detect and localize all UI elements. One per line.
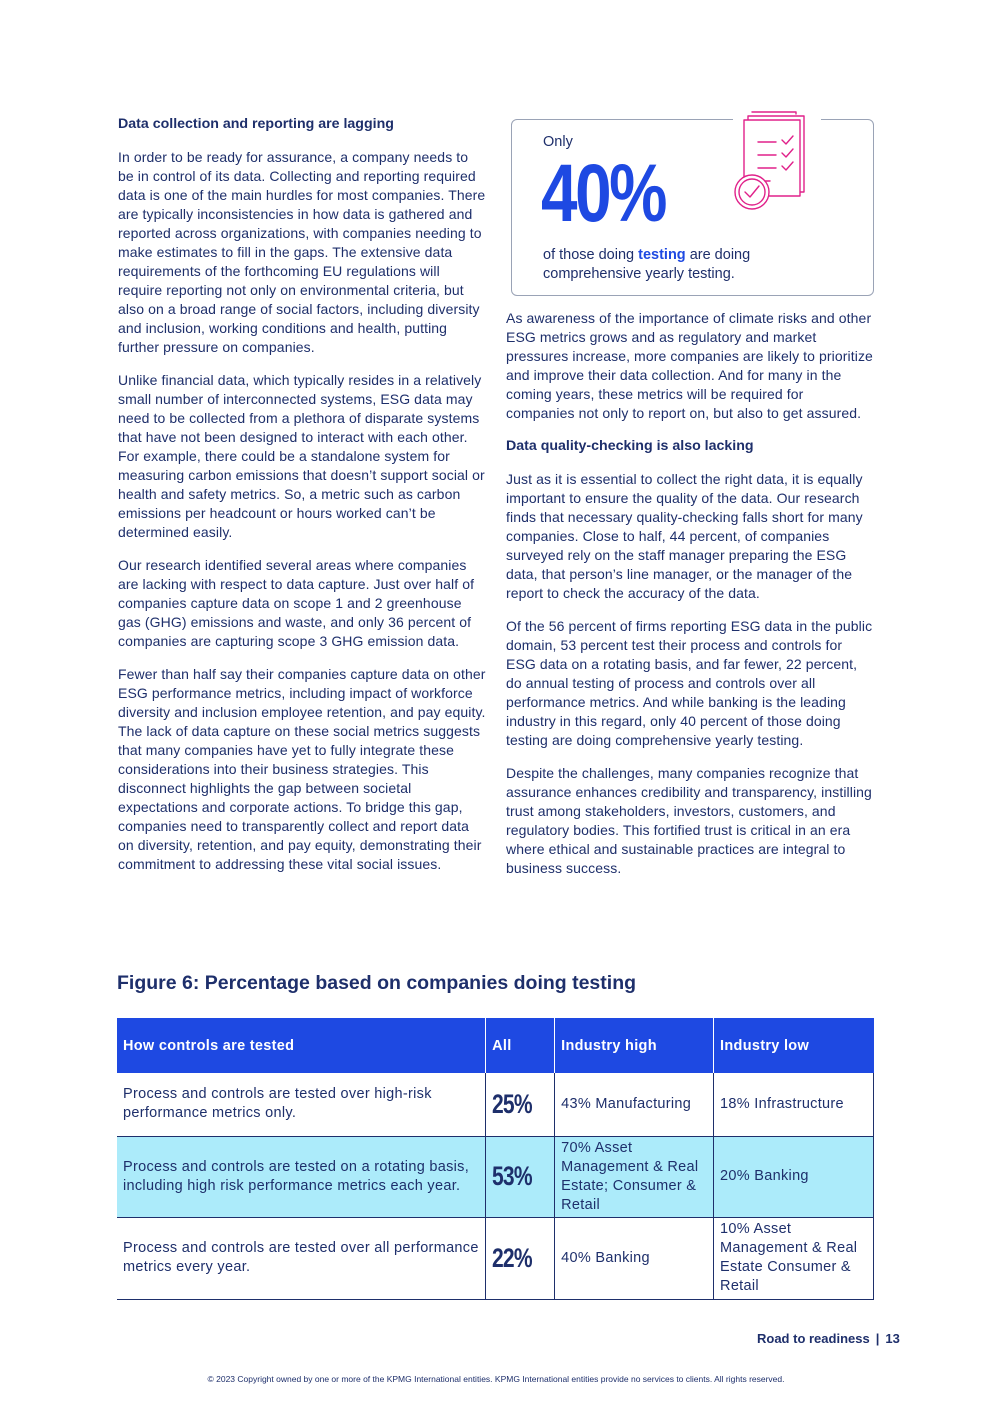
column-header: How controls are tested xyxy=(117,1018,486,1073)
industry-high-cell: 70% Asset Management & Real Estate; Consumer & Retail xyxy=(555,1136,714,1217)
copyright-notice: © 2023 Copyright owned by one or more of the KPMG International entities. KPMG International entities provide no services to clients. All rights reserved. xyxy=(207,1374,785,1384)
stat-callout xyxy=(511,119,874,296)
paragraph: Our research identified several areas where companies are lacking with respect to data capture. Just over half of companies capture data on scope 1 and 2 greenhouse gas (GHG) emissions and waste, and only 36 percent of companies are capturing scope 3 GHG emission data. xyxy=(118,557,475,649)
paragraph: In order to be ready for assurance, a company needs to be in control of its data. Collecting and reporting required data is one of the main hurdles for most companies. There are typically inconsistencies in how data is gathered and reported across organizations, with companies needing to make estimates to fill in the gaps. The extensive data requirements of the forthcoming EU regulations will require reporting not only on environmental criteria, but also on a broad range of social factors, including diversity and inclusion, working conditions and health, putting further pressure on companies. xyxy=(118,149,486,355)
paragraph: Just as it is essential to collect the right data, it is equally important to ensure the quality of the data. Our research finds that necessary quality-checking falls short for many companies. Close to half, 44 percent, of companies surveyed rely on the staff manager preparing the ESG data, that person’s line manager, or the manager of the report to check the accuracy of the data. xyxy=(506,471,863,601)
page-number: 13 xyxy=(885,1331,900,1346)
section-heading-data-collection: Data collection and reporting are lagging xyxy=(118,116,394,132)
callout-stat: 40% xyxy=(541,148,666,239)
callout-highlight: testing xyxy=(638,247,686,263)
paragraph: As awareness of the importance of climate risks and other ESG metrics grows and as regulatory and market pressures increase, more companies are likely to prioritize and improve their data collection. And for many in the coming years, these metrics will be required for companies not only to report on, but also to get assured. xyxy=(506,310,873,421)
industry-high-cell: 43% Manufacturing xyxy=(555,1073,714,1136)
right-column xyxy=(506,309,874,892)
paragraph: Despite the challenges, many companies recognize that assurance enhances credibility and transparency, instilling trust among stakeholders, investors, customers, and regulatory bodies. This fortified trust is critical in an era where ethical and sustainable practices are integral to business success. xyxy=(506,765,872,876)
method-cell: Process and controls are tested on a rotating basis, including high risk performance metrics each year. xyxy=(117,1136,486,1217)
industry-low-cell: 20% Banking xyxy=(714,1136,874,1217)
industry-high-cell: 40% Banking xyxy=(555,1217,714,1299)
paragraph: Of the 56 percent of firms reporting ESG data in the public domain, 53 percent test their process and controls for ESG data on a rotating basis, and far fewer, 22 percent, do annual testing of process and controls over all performance metrics. And while banking is the leading industry in this regard, only 40 percent of those doing testing are doing comprehensive yearly testing. xyxy=(506,618,873,748)
checklist-document-icon xyxy=(730,108,814,212)
column-header: All xyxy=(486,1018,555,1073)
method-cell: Process and controls are tested over all performance metrics every year. xyxy=(117,1217,486,1299)
method-cell: Process and controls are tested over high-risk performance metrics only. xyxy=(117,1073,486,1136)
testing-table xyxy=(117,1018,874,1300)
footer-separator: | xyxy=(875,1331,880,1346)
all-percent-cell: 25% xyxy=(486,1073,555,1136)
all-percent-cell: 22% xyxy=(486,1217,555,1299)
left-column xyxy=(118,115,486,888)
section-heading-data-quality: Data quality-checking is also lacking xyxy=(506,438,754,454)
table-row xyxy=(117,1217,874,1299)
industry-low-cell: 10% Asset Management & Real Estate Consumer & Retail xyxy=(714,1217,874,1299)
table-row xyxy=(117,1136,874,1217)
footer-section-title: Road to readiness xyxy=(757,1331,870,1346)
page-footer xyxy=(757,1331,900,1346)
industry-low-cell: 18% Infrastructure xyxy=(714,1073,874,1136)
callout-prefix: Only xyxy=(543,134,573,150)
callout-description: of those doing testing are doing comprehensive yearly testing. xyxy=(543,247,751,282)
figure-title: Figure 6: Percentage based on companies doing testing xyxy=(117,972,637,994)
column-header: Industry high xyxy=(555,1018,714,1073)
table-row xyxy=(117,1073,874,1136)
all-percent-cell: 53% xyxy=(486,1136,555,1217)
paragraph: Unlike financial data, which typically resides in a relatively small number of interconnected systems, ESG data may need to be collected from a plethora of disparate systems that have not been designed to interact with each other. For example, there could be a standalone system for measuring carbon emissions that doesn’t support social or health and safety metrics. So, a metric such as carbon emissions per headcount or hours worked can’t be determined easily. xyxy=(118,372,485,540)
paragraph: Fewer than half say their companies capture data on other ESG performance metrics, including impact of workforce diversity and inclusion employee retention, and pay equity. The lack of data capture on these social metrics suggests that many companies have yet to fully integrate these considerations into their business strategies. This disconnect highlights the gap between societal expectations and corporate actions. To bridge this gap, companies need to transparently collect and report data on diversity, retention, and pay equity, demonstrating their commitment to addressing these vital social issues. xyxy=(118,666,486,872)
table-header-row xyxy=(117,1018,874,1073)
column-header: Industry low xyxy=(714,1018,874,1073)
